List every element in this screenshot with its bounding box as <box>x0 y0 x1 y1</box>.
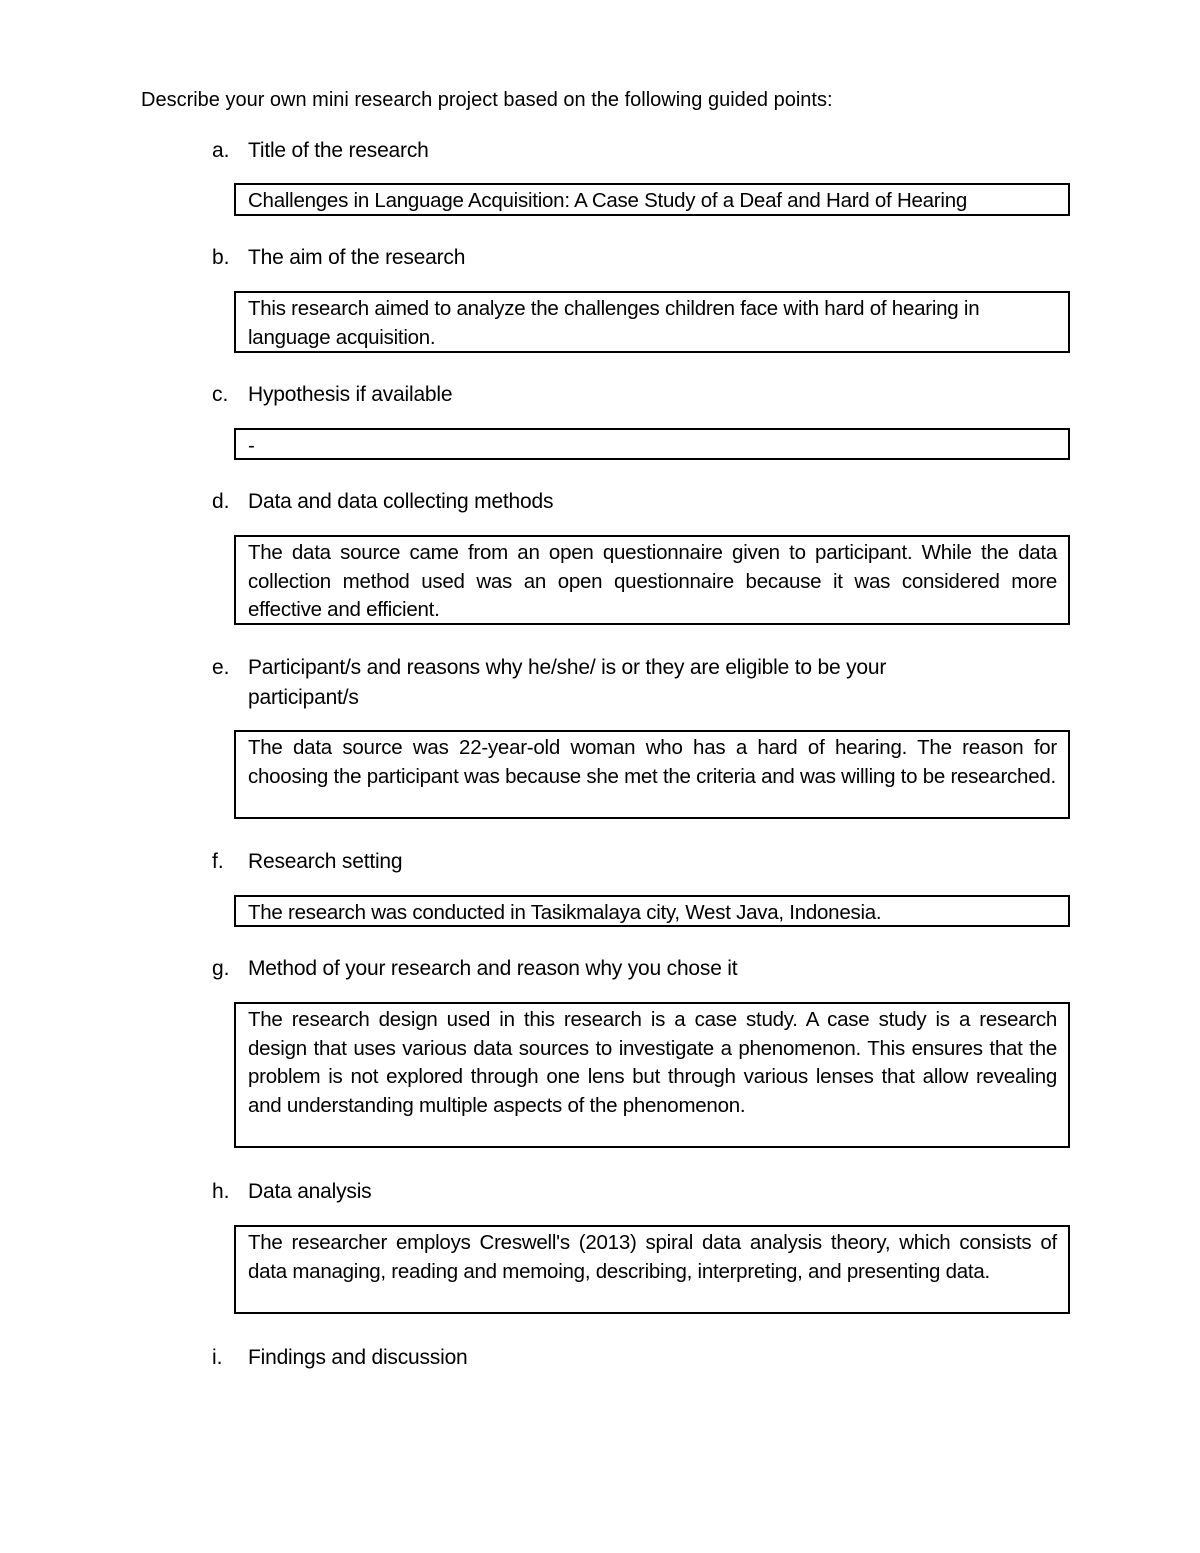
answer-box-setting: The research was conducted in Tasikmalaya city, West Java, Indonesia. <box>234 895 1070 927</box>
item-label-hypothesis: Hypothesis if available <box>248 383 453 406</box>
item-label-title: Title of the research <box>248 139 429 162</box>
item-label-method: Method of your research and reason why you chose it <box>248 957 738 980</box>
item-letter-d: d. <box>212 490 230 513</box>
item-letter-h: h. <box>212 1180 230 1203</box>
item-letter-g: g. <box>212 957 230 980</box>
item-label-findings: Findings and discussion <box>248 1346 468 1369</box>
item-label-setting: Research setting <box>248 850 403 873</box>
item-letter-f: f. <box>212 850 224 873</box>
instructions-heading: Describe your own mini research project based on the following guided points: <box>141 89 833 111</box>
item-letter-a: a. <box>212 139 230 162</box>
answer-box-aim: This research aimed to analyze the challenges children face with hard of hearing in language acquisition. <box>234 291 1070 353</box>
item-label-data-analysis: Data analysis <box>248 1180 372 1203</box>
answer-box-data-analysis: The researcher employs Creswell's (2013) spiral data analysis theory, which consists of data managing, reading and memoing, describing, interpreting, and presenting data. <box>234 1225 1070 1314</box>
answer-box-method: The research design used in this research is a case study. A case study is a research design that uses various data sources to investigate a phenomenon. This ensures that the problem is not explored through one lens but through various lenses that allow revealing and understanding multiple aspects of the phenomenon. <box>234 1002 1070 1148</box>
item-label-participants: Participant/s and reasons why he/she/ is or they are eligible to be your participant/s <box>248 656 887 709</box>
item-letter-c: c. <box>212 383 229 406</box>
item-label-data-methods: Data and data collecting methods <box>248 490 554 513</box>
answer-box-hypothesis: - <box>234 428 1070 460</box>
answer-box-title: Challenges in Language Acquisition: A Case Study of a Deaf and Hard of Hearing <box>234 183 1070 216</box>
item-label-aim: The aim of the research <box>248 246 466 269</box>
item-letter-b: b. <box>212 246 230 269</box>
answer-box-data-methods: The data source came from an open questionnaire given to participant. While the data collection method used was an open questionnaire because it was considered more effective and efficient. <box>234 535 1070 625</box>
item-letter-e: e. <box>212 656 230 679</box>
answer-box-participants: The data source was 22-year-old woman who has a hard of hearing. The reason for choosing the participant was because she met the criteria and was willing to be researched. <box>234 730 1070 819</box>
item-letter-i: i. <box>212 1346 223 1369</box>
